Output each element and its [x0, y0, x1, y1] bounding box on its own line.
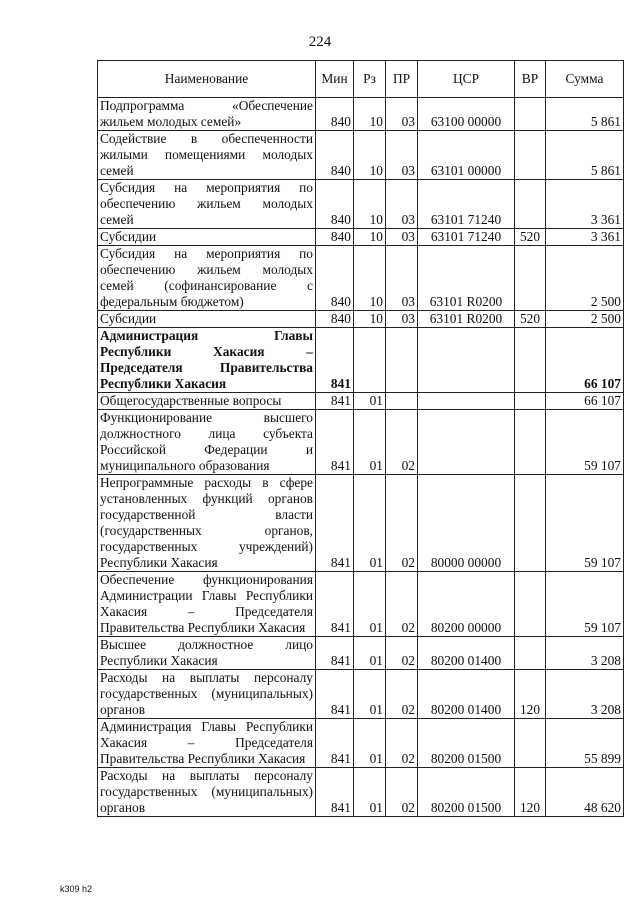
table-row: [98, 229, 624, 246]
row-csr-cell: [418, 328, 515, 393]
row-sum-cell: 59 107: [546, 475, 624, 572]
row-pr-cell: 03: [386, 180, 418, 229]
row-min-cell: 840: [316, 229, 354, 246]
row-min-cell: 841: [316, 572, 354, 637]
row-min-cell: 840: [316, 131, 354, 180]
row-min-cell: 841: [316, 670, 354, 719]
table-row: [98, 393, 624, 410]
table-row: [98, 180, 624, 229]
row-vr-cell: 120: [515, 768, 546, 817]
row-csr-cell: 63101 71240: [418, 180, 515, 229]
budget-table: [97, 60, 624, 817]
row-name-cell: Расходы на выплаты персоналу государственных (муниципальных) органов: [98, 768, 316, 817]
row-vr-cell: 520: [515, 229, 546, 246]
row-rz-cell: 10: [354, 131, 386, 180]
row-rz-cell: 01: [354, 768, 386, 817]
row-csr-cell: 63101 00000: [418, 131, 515, 180]
table-row: [98, 410, 624, 475]
row-pr-cell: 03: [386, 229, 418, 246]
table-row: [98, 768, 624, 817]
table-row: [98, 637, 624, 670]
row-rz-cell: [354, 328, 386, 393]
row-csr-cell: 80200 01500: [418, 768, 515, 817]
row-min-cell: 841: [316, 410, 354, 475]
row-vr-cell: [515, 410, 546, 475]
row-rz-cell: 01: [354, 637, 386, 670]
table-row: [98, 475, 624, 572]
row-pr-cell: 02: [386, 410, 418, 475]
row-name-cell: Расходы на выплаты персоналу государственных (муниципальных) органов: [98, 670, 316, 719]
table-row: [98, 328, 624, 393]
row-rz-cell: 10: [354, 229, 386, 246]
row-min-cell: 841: [316, 475, 354, 572]
row-csr-cell: [418, 393, 515, 410]
row-csr-cell: 80200 01400: [418, 637, 515, 670]
row-pr-cell: [386, 328, 418, 393]
row-rz-cell: 01: [354, 572, 386, 637]
row-rz-cell: 10: [354, 246, 386, 311]
row-pr-cell: 03: [386, 131, 418, 180]
row-vr-cell: [515, 328, 546, 393]
header-sum: Сумма: [546, 61, 624, 98]
row-vr-cell: 120: [515, 670, 546, 719]
row-pr-cell: 02: [386, 719, 418, 768]
row-name-cell: Функционирование высшего должностного лица субъекта Российской Федерации и муниципального образования: [98, 410, 316, 475]
row-pr-cell: 02: [386, 670, 418, 719]
row-pr-cell: [386, 393, 418, 410]
row-min-cell: 841: [316, 719, 354, 768]
row-vr-cell: [515, 637, 546, 670]
row-vr-cell: [515, 393, 546, 410]
row-csr-cell: 80200 01400: [418, 670, 515, 719]
row-sum-cell: 3 361: [546, 229, 624, 246]
row-sum-cell: 3 208: [546, 670, 624, 719]
row-sum-cell: 66 107: [546, 393, 624, 410]
row-vr-cell: 520: [515, 311, 546, 328]
row-pr-cell: 02: [386, 637, 418, 670]
row-rz-cell: 01: [354, 410, 386, 475]
row-pr-cell: 02: [386, 475, 418, 572]
row-rz-cell: 01: [354, 719, 386, 768]
row-min-cell: 840: [316, 180, 354, 229]
table-row: [98, 131, 624, 180]
page-number: 224: [308, 34, 332, 50]
row-name-cell: Содействие в обеспеченности жилыми помещениями молодых семей: [98, 131, 316, 180]
table-row: [98, 98, 624, 131]
row-name-cell: Администрация Главы Республики Хакасия – Председателя Правительства Республики Хакасия: [98, 328, 316, 393]
row-sum-cell: 2 500: [546, 246, 624, 311]
row-sum-cell: 2 500: [546, 311, 624, 328]
row-sum-cell: 3 361: [546, 180, 624, 229]
row-rz-cell: 01: [354, 670, 386, 719]
row-sum-cell: 59 107: [546, 410, 624, 475]
row-rz-cell: 10: [354, 98, 386, 131]
row-min-cell: 840: [316, 98, 354, 131]
row-rz-cell: 01: [354, 475, 386, 572]
row-pr-cell: 03: [386, 98, 418, 131]
row-csr-cell: 63101 71240: [418, 229, 515, 246]
row-csr-cell: 80200 00000: [418, 572, 515, 637]
row-name-cell: Подпрограмма «Обеспечение жильем молодых семей»: [98, 98, 316, 131]
row-csr-cell: 63101 R0200: [418, 311, 515, 328]
row-sum-cell: 66 107: [546, 328, 624, 393]
row-min-cell: 841: [316, 768, 354, 817]
header-csr: ЦСР: [418, 61, 515, 98]
row-rz-cell: 01: [354, 393, 386, 410]
row-name-cell: Администрация Главы Республики Хакасия – Председателя Правительства Республики Хакасия: [98, 719, 316, 768]
header-vr: ВР: [515, 61, 546, 98]
row-min-cell: 841: [316, 328, 354, 393]
row-pr-cell: 03: [386, 246, 418, 311]
row-min-cell: 841: [316, 393, 354, 410]
row-name-cell: Субсидия на мероприятия по обеспечению жильем молодых семей: [98, 180, 316, 229]
row-pr-cell: 02: [386, 768, 418, 817]
header-name: Наименование: [98, 61, 316, 98]
table-header-row: [98, 61, 624, 98]
row-csr-cell: 63100 00000: [418, 98, 515, 131]
footer-code: k309 h2: [60, 884, 93, 894]
row-name-cell: Обеспечение функционирования Администрации Главы Республики Хакасия – Председателя Правительства Республики Хакасия: [98, 572, 316, 637]
row-min-cell: 840: [316, 246, 354, 311]
row-csr-cell: 80000 00000: [418, 475, 515, 572]
table-row: [98, 572, 624, 637]
table-row: [98, 670, 624, 719]
row-rz-cell: 10: [354, 180, 386, 229]
row-name-cell: Субсидия на мероприятия по обеспечению жильем молодых семей (софинансирование с федеральным бюджетом): [98, 246, 316, 311]
row-csr-cell: [418, 410, 515, 475]
row-name-cell: Непрограммные расходы в сфере установленных функций органов государственной власти (государственных органов, государственных учреждений) Республики Хакасия: [98, 475, 316, 572]
row-sum-cell: 3 208: [546, 637, 624, 670]
row-sum-cell: 5 861: [546, 131, 624, 180]
row-name-cell: Субсидии: [98, 311, 316, 328]
header-pr: ПР: [386, 61, 418, 98]
row-csr-cell: 80200 01500: [418, 719, 515, 768]
table-row: [98, 246, 624, 311]
table-row: [98, 311, 624, 328]
header-rz: Рз: [354, 61, 386, 98]
row-pr-cell: 02: [386, 572, 418, 637]
row-sum-cell: 48 620: [546, 768, 624, 817]
row-vr-cell: [515, 475, 546, 572]
row-sum-cell: 55 899: [546, 719, 624, 768]
row-rz-cell: 10: [354, 311, 386, 328]
row-min-cell: 841: [316, 637, 354, 670]
row-min-cell: 840: [316, 311, 354, 328]
row-vr-cell: [515, 131, 546, 180]
row-name-cell: Высшее должностное лицо Республики Хакасия: [98, 637, 316, 670]
row-csr-cell: 63101 R0200: [418, 246, 515, 311]
row-vr-cell: [515, 572, 546, 637]
table-row: [98, 719, 624, 768]
row-pr-cell: 03: [386, 311, 418, 328]
row-sum-cell: 59 107: [546, 572, 624, 637]
row-name-cell: Общегосударственные вопросы: [98, 393, 316, 410]
header-min: Мин: [316, 61, 354, 98]
row-vr-cell: [515, 246, 546, 311]
row-vr-cell: [515, 98, 546, 131]
row-vr-cell: [515, 719, 546, 768]
row-vr-cell: [515, 180, 546, 229]
row-sum-cell: 5 861: [546, 98, 624, 131]
row-name-cell: Субсидии: [98, 229, 316, 246]
